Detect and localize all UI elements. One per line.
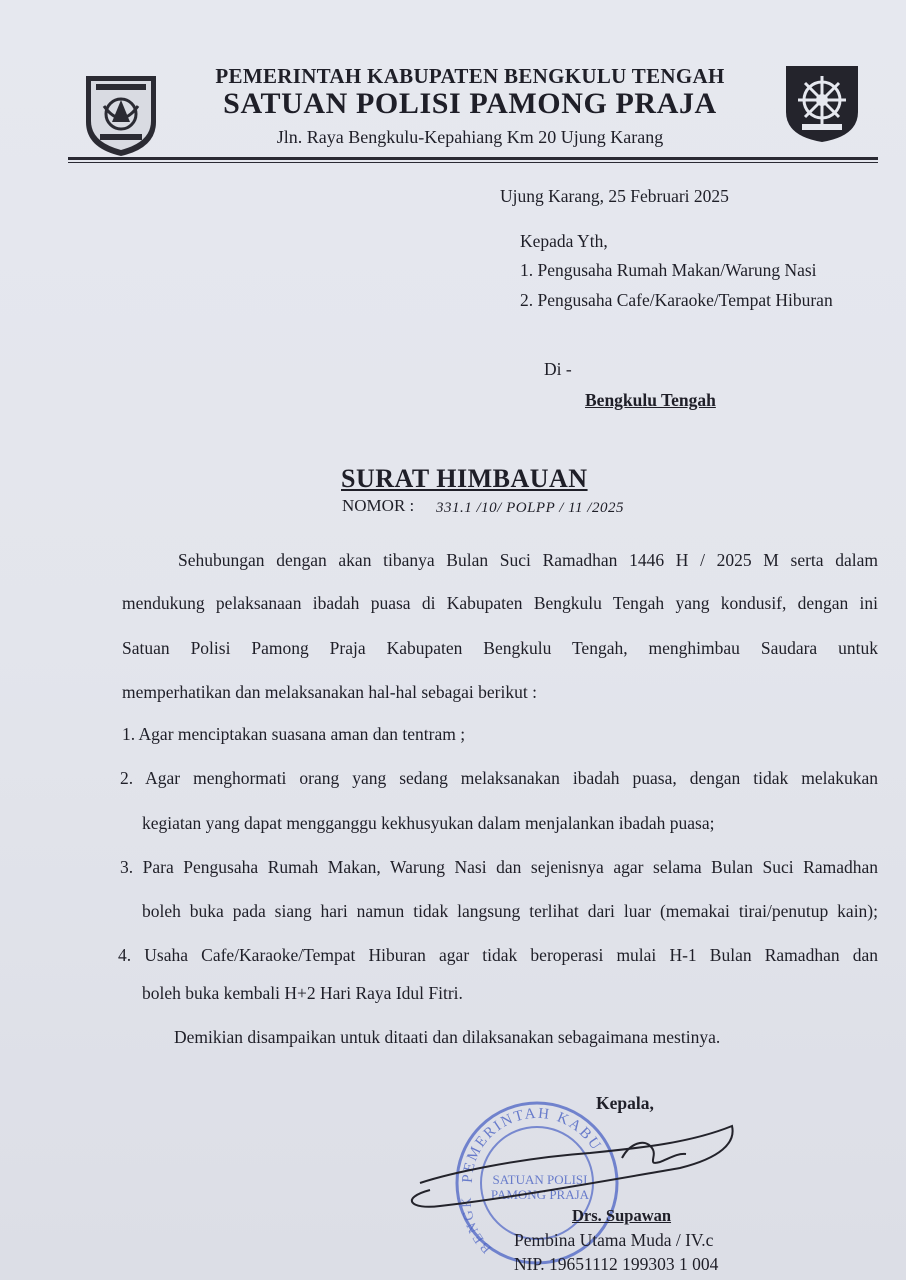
list-item-4: 4. Usaha Cafe/Karaoke/Tempat Hiburan agar tidak beroperasi mulai H-1 Bulan Ramadhan dan [118,945,878,965]
signer-rank: Pembina Utama Muda / IV.c [514,1230,714,1250]
list-item-1: 1. Agar menciptakan suasana aman dan tentram ; [122,724,466,744]
body-line: mendukung pelaksanaan ibadah puasa di Kabupaten Bengkulu Tengah yang kondusif, dengan ini [122,593,878,613]
body-line: Sehubungan dengan akan tibanya Bulan Suci Ramadhan 1446 H / 2025 M serta dalam [178,550,878,570]
stamp-text-mid1: SATUAN POLISI [492,1172,588,1187]
document-title: SURAT HIMBAUAN [341,464,588,493]
signer-name: Drs. Supawan [572,1206,672,1225]
recipient-item: 1. Pengusaha Rumah Makan/Warung Nasi [520,260,817,280]
signature-position: Kepala, [596,1093,654,1113]
body-line: Satuan Polisi Pamong Praja Kabupaten Bengkulu Tengah, menghimbau Saudara untuk [122,638,878,658]
date-place: Ujung Karang, 25 Februari 2025 [500,186,729,206]
header-government-name: PEMERINTAH KABUPATEN BENGKULU TENGAH [215,64,725,88]
header-agency-name: SATUAN POLISI PAMONG PRAJA [223,87,717,120]
handwritten-signature [360,1118,760,1218]
nomor-value: 331.1 /10/ POLPP / 11 /2025 [436,500,624,516]
header-divider-thin [68,162,878,163]
recipient-di: Di - [544,359,572,379]
body-line: memperhatikan dan melaksanakan hal-hal sebagai berikut : [122,682,537,702]
stamp-text-side: BENGK [459,1195,495,1256]
recipient-place: Bengkulu Tengah [585,390,716,410]
signer-nip: NIP. 19651112 199303 1 004 [514,1254,719,1274]
satpol-pp-emblem-icon [782,62,862,144]
closing-sentence: Demikian disampaikan untuk ditaati dan dilaksanakan sebagaimana mestinya. [174,1027,721,1047]
regency-emblem-icon [82,70,160,158]
list-item-3-cont: boleh buka pada siang hari namun tidak langsung terlihat dari luar (memakai tirai/penutup kain); [142,901,878,921]
header-address: Jln. Raya Bengkulu-Kepahiang Km 20 Ujung Karang [276,127,664,147]
list-item-3: 3. Para Pengusaha Rumah Makan, Warung Nasi dan sejenisnya agar selama Bulan Suci Ramadhan [120,857,878,877]
list-item-4-cont: boleh buka kembali H+2 Hari Raya Idul Fitri. [142,983,463,1003]
nomor-label: NOMOR : [342,496,415,515]
list-item-2-cont: kegiatan yang dapat mengganggu kekhusyukan dalam menjalankan ibadah puasa; [142,813,715,833]
stamp-text-mid2: PAMONG PRAJA [490,1187,590,1202]
recipient-item: 2. Pengusaha Cafe/Karaoke/Tempat Hiburan [520,290,833,310]
stamp-text-top: PEMERINTAH KABU [459,1105,605,1184]
header-divider [68,157,878,160]
recipient-greeting: Kepada Yth, [520,231,608,251]
list-item-2: 2. Agar menghormati orang yang sedang melaksanakan ibadah puasa, dengan tidak melakukan [120,768,878,788]
